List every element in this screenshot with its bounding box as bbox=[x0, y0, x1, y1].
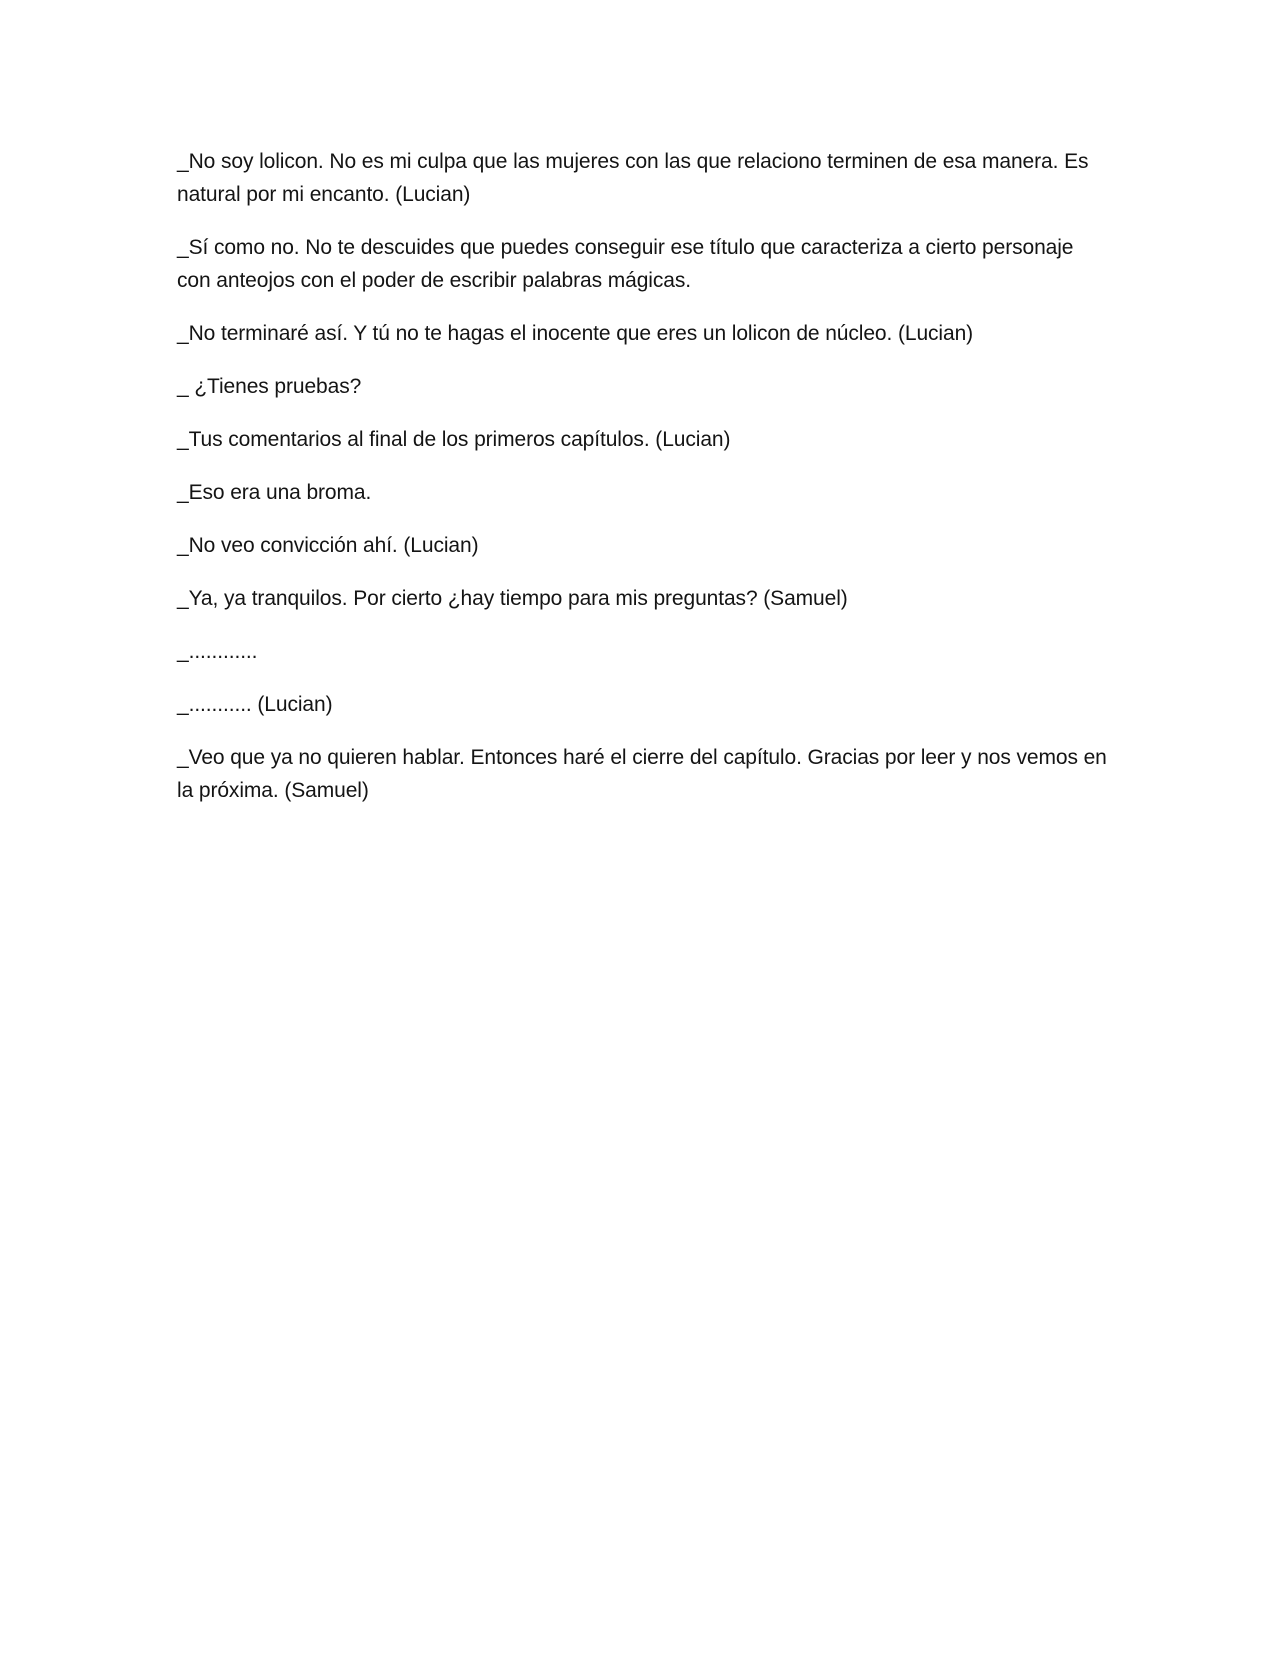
dialogue-paragraph: _No veo convicción ahí. (Lucian) bbox=[177, 534, 479, 557]
dialogue-paragraph: _Ya, ya tranquilos. Por cierto ¿hay tiempo para mis preguntas? (Samuel) bbox=[177, 587, 848, 610]
dialogue-paragraph: _No terminaré así. Y tú no te hagas el inocente que eres un lolicon de núcleo. (Lucian) bbox=[177, 322, 974, 345]
document-body bbox=[177, 145, 1107, 827]
dialogue-paragraph: _Sí como no. No te descuides que puedes conseguir ese título que caracteriza a cierto personaje con anteojos con el poder de escribir palabras mágicas. bbox=[177, 236, 1074, 292]
dialogue-paragraph: _............ bbox=[177, 640, 258, 663]
dialogue-paragraph: _........... (Lucian) bbox=[177, 693, 333, 716]
dialogue-paragraph: _Veo que ya no quieren hablar. Entonces haré el cierre del capítulo. Gracias por leer y nos vemos en la próxima. (Samuel) bbox=[177, 746, 1107, 802]
dialogue-paragraph: _Eso era una broma. bbox=[177, 481, 372, 504]
dialogue-paragraph: _Tus comentarios al final de los primeros capítulos. (Lucian) bbox=[177, 428, 731, 451]
dialogue-paragraph: _ ¿Tienes pruebas? bbox=[177, 375, 362, 398]
dialogue-paragraph: _No soy lolicon. No es mi culpa que las mujeres con las que relaciono terminen de esa manera. Es natural por mi encanto. (Lucian) bbox=[177, 150, 1089, 206]
